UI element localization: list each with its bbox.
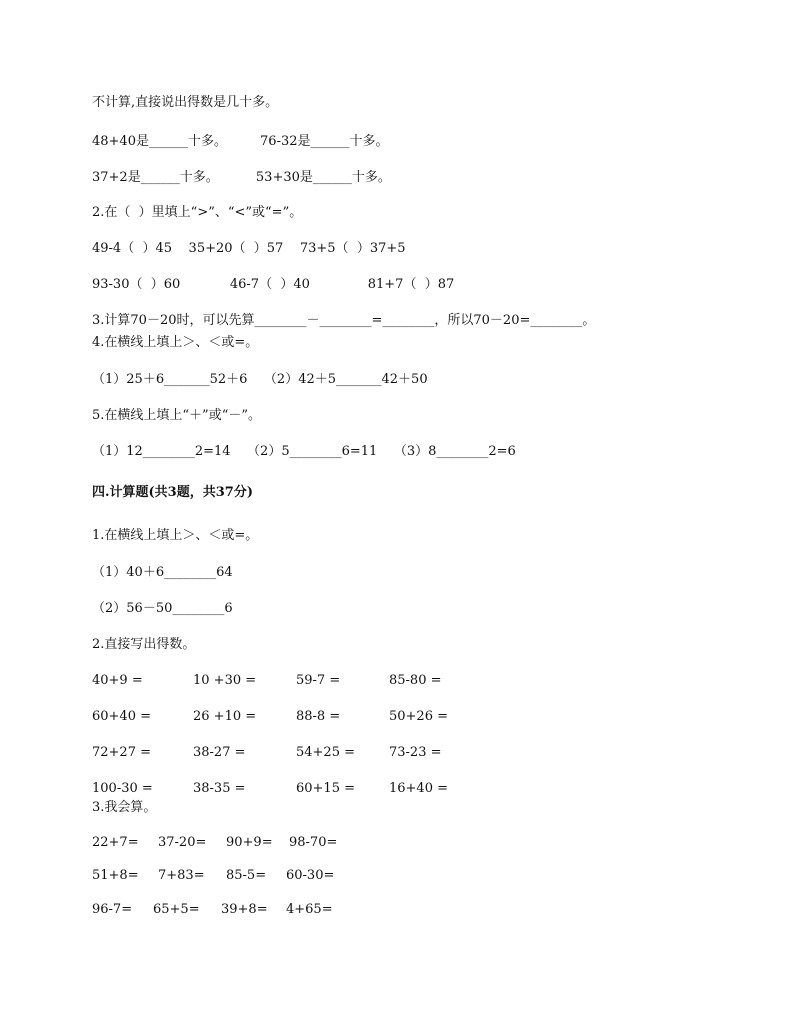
- compare-row-2: 93-30（ ）60 46-7（ ）40 81+7（ ）87: [92, 277, 455, 292]
- math-problem: 60-30=: [286, 868, 335, 883]
- question-4-items: （1）25＋6_______52＋6 （2）42＋5_______42＋50: [92, 372, 428, 387]
- question-5-items: （1）12________2=14 （2）5________6=11 （3）8________2=6: [92, 444, 516, 459]
- section-four-heading: 四.计算题(共3题，共37分): [92, 485, 253, 500]
- math-problem: 65+5=: [153, 902, 200, 917]
- math-problem: 22+7=: [92, 835, 139, 850]
- math-problem: 90+9=: [226, 835, 273, 850]
- math-problem: 85-5=: [226, 868, 267, 883]
- math-problem: 4+65=: [286, 902, 333, 917]
- math-problem: 38-35 =: [193, 781, 246, 796]
- math-problem: 37-20=: [158, 835, 207, 850]
- section-four-q2-instruction: 2.直接写出得数。: [92, 637, 196, 652]
- section-four-q3-instruction: 3.我会算。: [92, 800, 157, 815]
- math-problem: 38-27 =: [193, 745, 246, 760]
- math-problem: 60+15 =: [296, 781, 356, 796]
- math-problem: 72+27 =: [92, 745, 152, 760]
- compare-row-1: 49-4（ ）45 35+20（ ）57 73+5（ ）37+5: [92, 241, 406, 256]
- question-5-instruction: 5.在横线上填上“＋”或“－”。: [92, 408, 261, 423]
- section-four-q1-item-2: （2）56－50________6: [92, 601, 233, 616]
- math-problem: 16+40 =: [389, 781, 449, 796]
- question-4-instruction: 4.在横线上填上＞、＜或=。: [92, 335, 259, 350]
- math-problem: 98-70=: [289, 835, 338, 850]
- math-problem: 10 +30 =: [193, 673, 257, 688]
- math-problem: 26 +10 =: [193, 709, 257, 724]
- math-problem: 60+40 =: [92, 709, 152, 724]
- estimate-row-1: 48+40是______十多。 76-32是______十多。: [92, 134, 389, 149]
- math-problem: 7+83=: [158, 868, 205, 883]
- question-3-calculation: 3.计算70－20时，可以先算________－________=________，所以70－20=________。: [92, 313, 596, 328]
- instruction-estimate-tens: 不计算,直接说出得数是几十多。: [92, 95, 279, 110]
- estimate-row-2: 37+2是______十多。 53+30是______十多。: [92, 170, 391, 185]
- math-problem: 51+8=: [92, 868, 139, 883]
- math-problem: 100-30 =: [92, 781, 153, 796]
- math-problem: 50+26 =: [389, 709, 449, 724]
- math-problem: 40+9 =: [92, 673, 143, 688]
- math-problem: 59-7 =: [296, 673, 341, 688]
- question-2-compare: 2.在（ ）里填上“>”、“<”或“=”。: [92, 205, 303, 220]
- section-four-q1-instruction: 1.在横线上填上＞、＜或=。: [92, 528, 259, 543]
- math-problem: 88-8 =: [296, 709, 341, 724]
- math-problem: 54+25 =: [296, 745, 356, 760]
- section-four-q1-item-1: （1）40＋6________64: [92, 565, 233, 580]
- math-problem: 73-23 =: [389, 745, 442, 760]
- math-problem: 39+8=: [221, 902, 268, 917]
- math-problem: 85-80 =: [389, 673, 442, 688]
- math-problem: 96-7=: [92, 902, 133, 917]
